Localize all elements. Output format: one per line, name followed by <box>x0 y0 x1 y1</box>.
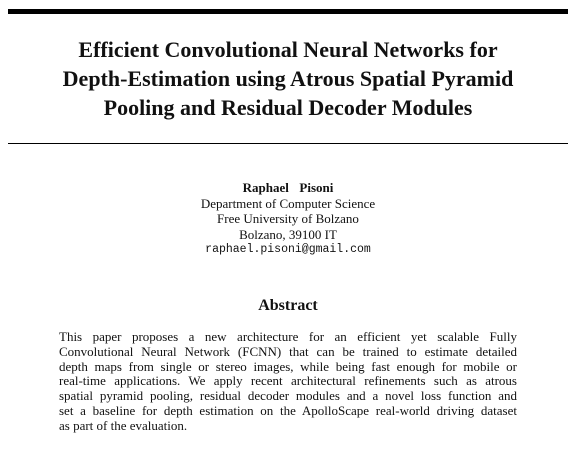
title-line: Efficient Convolutional Neural Networks for <box>78 37 498 62</box>
title-line: Depth-Estimation using Atrous Spatial Pyramid <box>62 66 514 91</box>
top-rule <box>8 9 568 14</box>
author-block <box>8 180 568 258</box>
abstract-line: as part of the evaluation. <box>59 417 188 433</box>
paper-title <box>8 35 568 122</box>
abstract-line: This paper proposes a new architecture for an efficient yet scalable Fully <box>59 329 517 344</box>
abstract-heading: Abstract <box>258 297 318 314</box>
abstract-line: real-time applications. We apply recent architectural refinements such as atrous <box>59 373 517 389</box>
abstract-line: Convolutional Neural Network (FCNN) that can be trained to estimate detailed <box>59 343 517 359</box>
title-bottom-rule <box>8 143 568 144</box>
title-line: Pooling and Residual Decoder Modules <box>103 95 473 120</box>
author-location: Bolzano, 39100 IT <box>239 226 337 242</box>
abstract-body <box>59 330 517 434</box>
author-institution: Free University of Bolzano <box>217 211 359 226</box>
abstract-line: spatial pyramid pooling, residual decoder modules and a novel loss function and <box>59 388 517 404</box>
abstract-line: set a baseline for depth estimation on the ApolloScape real-world driving dataset <box>59 402 517 418</box>
abstract-line: depth maps from single or stereo images, while being fast enough for mobile or <box>59 358 517 374</box>
author-email[interactable]: raphael.pisoni@gmail.com <box>205 243 371 256</box>
author-name: Raphael Pisoni <box>242 180 334 195</box>
author-department: Department of Computer Science <box>200 195 376 211</box>
